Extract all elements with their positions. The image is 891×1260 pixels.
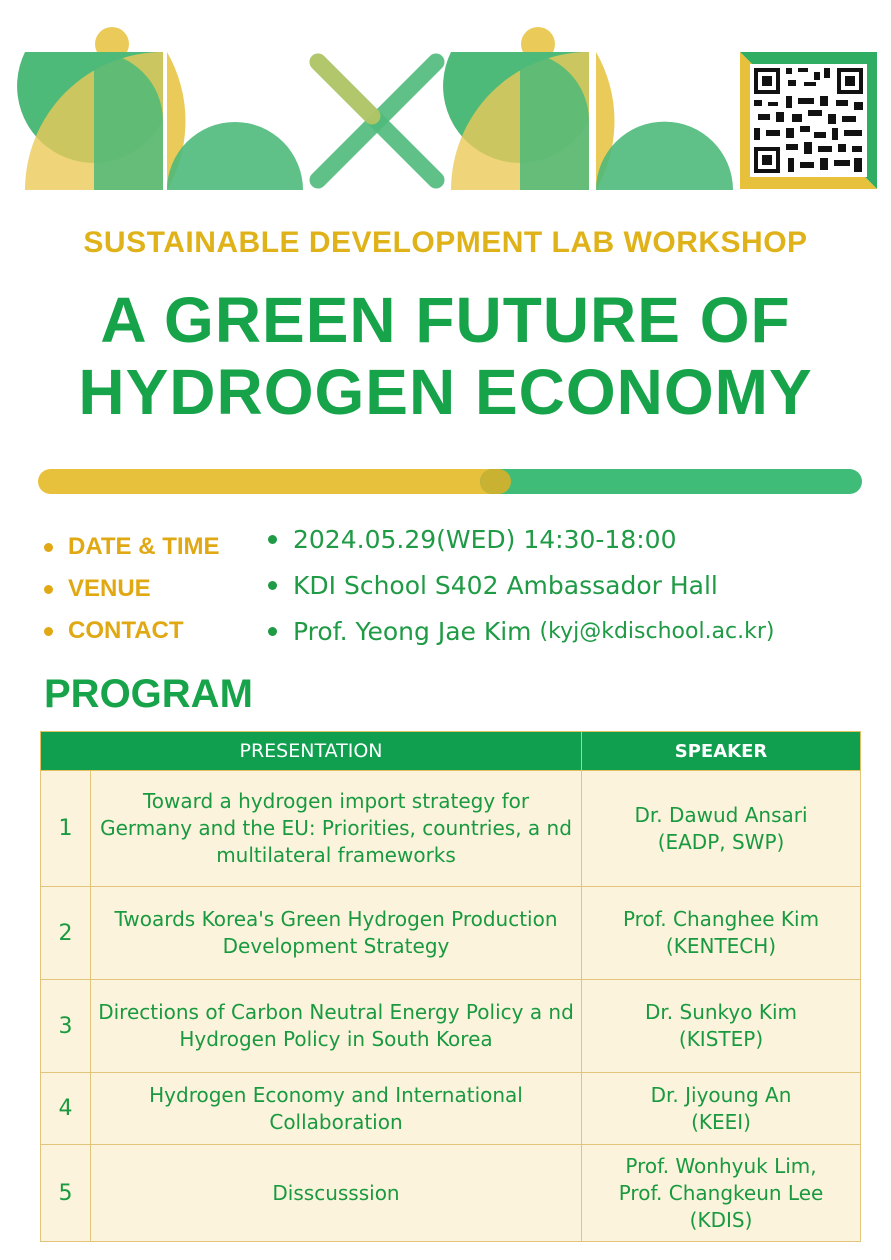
speaker-cell [582, 980, 861, 1073]
bullet-icon [268, 535, 277, 544]
bullet-icon [44, 543, 53, 552]
speaker-name: Dr. Sunkyo Kim [645, 1000, 798, 1024]
presentation-title: Hydrogen Economy and International Collaboration [91, 1073, 582, 1145]
presentation-title: Disscusssion [91, 1145, 582, 1242]
divider-green [480, 469, 862, 494]
row-number: 3 [41, 980, 91, 1073]
bullet-icon [44, 585, 53, 594]
speaker-name: Dr. Jiyoung An [650, 1082, 792, 1107]
bullet-icon [268, 581, 277, 590]
presentation-title: Directions of Carbon Neutral Energy Policy a nd Hydrogen Policy in South Korea [91, 980, 582, 1073]
contact-email-link[interactable]: (kyj@kdischool.ac.kr) [539, 618, 775, 644]
divider-overlap [480, 469, 511, 494]
table-row [41, 887, 861, 980]
decorative-header-graphic [0, 0, 740, 200]
speaker-name: Prof. Wonhyuk Lim, [625, 1153, 817, 1178]
program-heading: PROGRAM [44, 672, 253, 716]
table-row [41, 1073, 861, 1145]
workshop-kicker: SUSTAINABLE DEVELOPMENT LAB WORKSHOP [83, 226, 808, 259]
table-header-row [41, 732, 861, 771]
table-row [41, 771, 861, 887]
row-number: 2 [41, 887, 91, 980]
speaker-name-2: Prof. Changkeun Lee [618, 1180, 824, 1205]
header-presentation: PRESENTATION [41, 732, 582, 771]
speaker-name: Dr. Dawud Ansari [634, 802, 808, 827]
info-values [268, 516, 775, 654]
value-contact: Prof. Yeong Jae Kim (kyj@kdischool.ac.kr) [268, 608, 775, 654]
speaker-name: Prof. Changhee Kim [622, 907, 820, 931]
value-venue: KDI School S402 Ambassador Hall [268, 562, 775, 608]
qr-code[interactable] [740, 52, 877, 189]
title-line-1: A GREEN FUTURE OF [100, 284, 791, 356]
value-date-time: 2024.05.29(WED) 14:30-18:00 [268, 516, 775, 562]
row-number: 4 [41, 1073, 91, 1145]
label-venue: VENUE [44, 568, 220, 610]
table-row [41, 980, 861, 1073]
speaker-cell [582, 1073, 861, 1145]
presentation-title: Toward a hydrogen import strategy for Germany and the EU: Priorities, countries, a nd multilateral frameworks [91, 771, 582, 887]
divider-yellow [38, 469, 511, 494]
page-title [0, 284, 891, 428]
speaker-cell [582, 1145, 861, 1242]
presentation-title: Twoards Korea's Green Hydrogen Production Development Strategy [91, 887, 582, 980]
row-number: 1 [41, 771, 91, 887]
speaker-cell [582, 771, 861, 887]
program-table [40, 731, 861, 1242]
header-speaker: SPEAKER [582, 732, 861, 771]
label-date-time: DATE & TIME [44, 526, 220, 568]
speaker-affiliation: (EADP, SWP) [657, 829, 785, 854]
bullet-icon [44, 627, 53, 636]
table-row [41, 1145, 861, 1242]
speaker-affiliation: (KEEI) [691, 1109, 751, 1134]
speaker-affiliation: (KENTECH) [665, 934, 777, 958]
speaker-cell [582, 887, 861, 980]
title-line-2: HYDROGEN ECONOMY [78, 356, 813, 428]
speaker-affiliation: (KISTEP) [678, 1027, 764, 1051]
info-labels [44, 526, 220, 652]
bullet-icon [268, 627, 277, 636]
row-number: 5 [41, 1145, 91, 1242]
speaker-affiliation: (KDIS) [689, 1207, 753, 1232]
label-contact: CONTACT [44, 610, 220, 652]
